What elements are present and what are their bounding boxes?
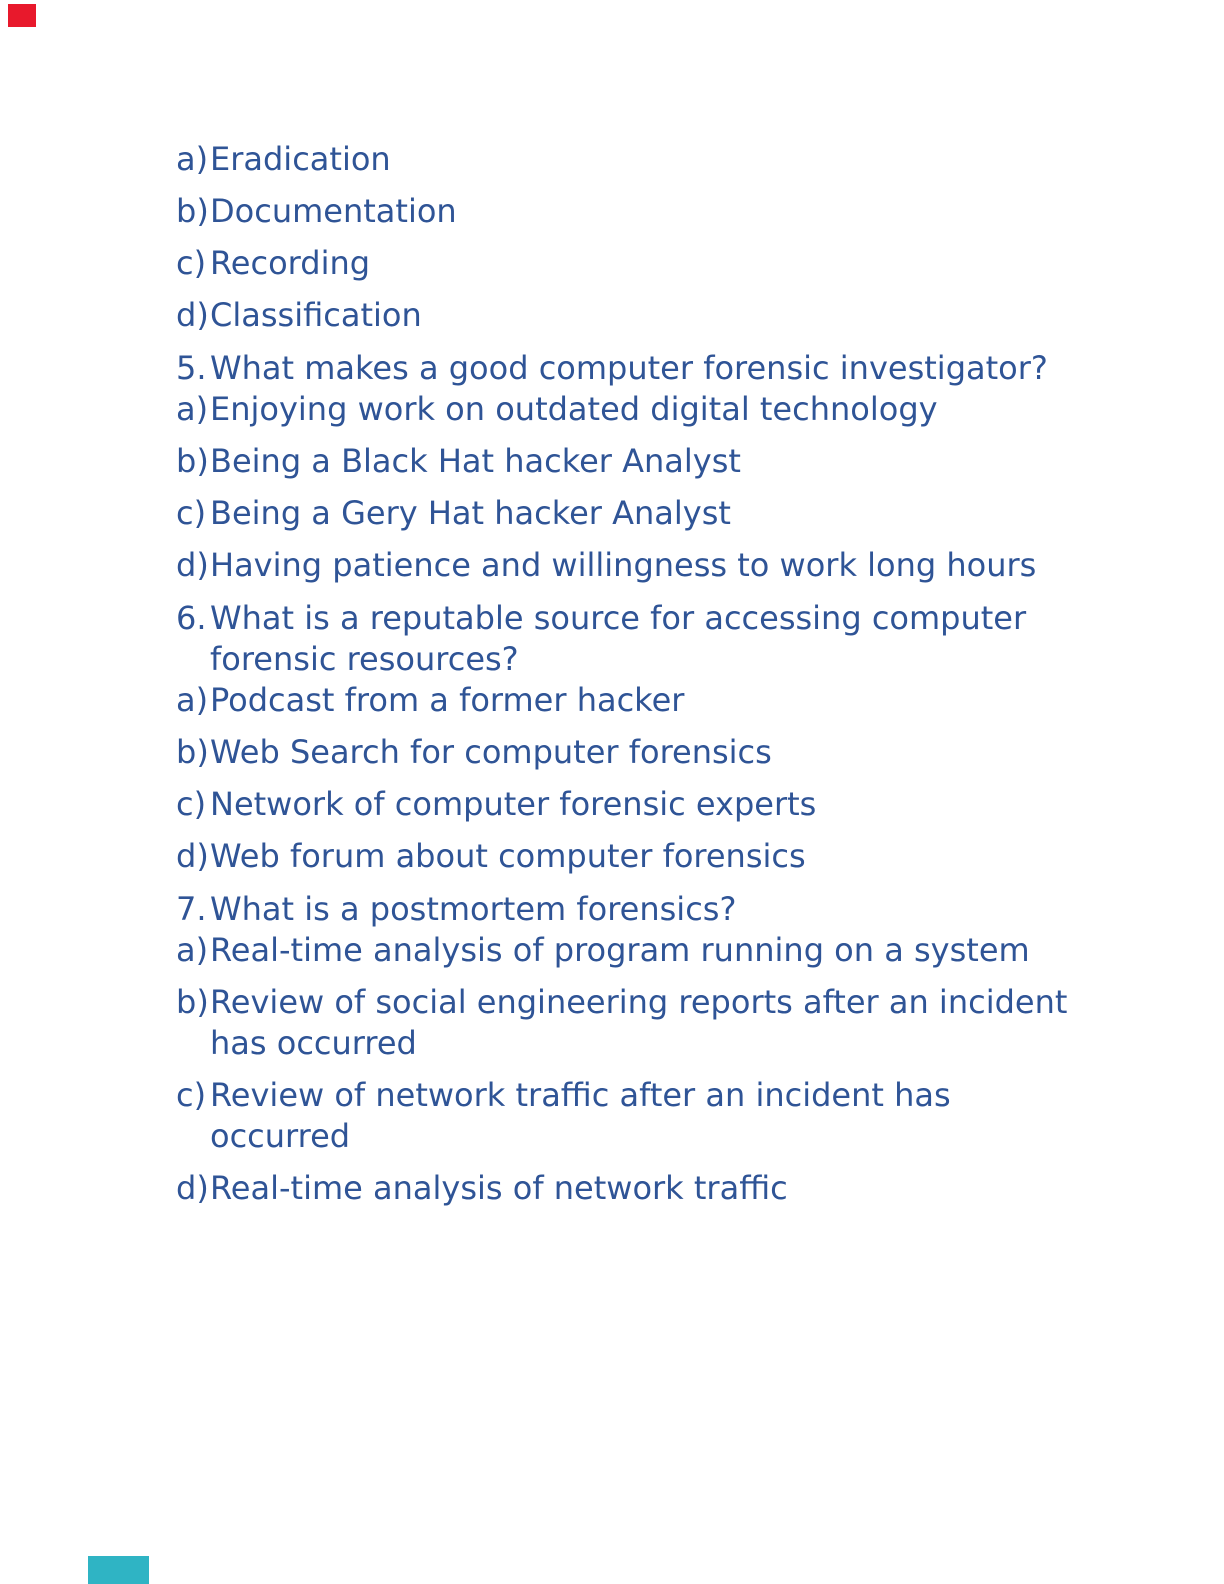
red-corner-mark	[8, 4, 36, 27]
option-text-line-2: occurred	[210, 1117, 351, 1155]
option-label: a)	[176, 140, 209, 178]
option-item	[176, 732, 1186, 773]
option-text: Real-time analysis of program running on a system	[210, 931, 1030, 969]
option-item	[176, 680, 1186, 721]
question-text: What makes a good computer forensic investigator?	[210, 349, 1048, 387]
option-label: b)	[176, 442, 209, 480]
question-number: 6.	[176, 599, 207, 637]
option-text-line-2: has occurred	[210, 1024, 417, 1062]
option-text: Documentation	[210, 192, 457, 230]
option-item	[176, 243, 1186, 284]
option-text: Recording	[210, 244, 371, 282]
option-label: a)	[176, 681, 209, 719]
teal-corner-mark	[88, 1556, 149, 1584]
option-label: c)	[176, 494, 207, 532]
option-text: Being a Black Hat hacker Analyst	[210, 442, 741, 480]
option-label: d)	[176, 1169, 209, 1207]
option-item	[176, 784, 1186, 825]
option-item	[176, 836, 1186, 877]
option-label: b)	[176, 983, 209, 1021]
option-text: Web Search for computer forensics	[210, 733, 772, 771]
question-number: 5.	[176, 349, 207, 387]
option-item	[176, 1075, 1186, 1157]
option-item	[176, 441, 1186, 482]
option-item	[176, 389, 1186, 430]
quiz-text-block	[176, 139, 1186, 1220]
option-text: Podcast from a former hacker	[210, 681, 685, 719]
option-item	[176, 191, 1186, 232]
option-item	[176, 545, 1186, 586]
option-label: c)	[176, 1076, 207, 1114]
question-text-line-2: forensic resources?	[210, 640, 519, 678]
option-text: Eradication	[210, 140, 391, 178]
option-text: Enjoying work on outdated digital technology	[210, 390, 938, 428]
option-item	[176, 295, 1186, 336]
question-text: What is a reputable source for accessing computer	[210, 599, 1027, 637]
option-text: Having patience and willingness to work long hours	[210, 546, 1037, 584]
option-text: Web forum about computer forensics	[210, 837, 806, 875]
question-item	[176, 598, 1186, 680]
question-item	[176, 348, 1186, 389]
option-label: d)	[176, 837, 209, 875]
option-label: b)	[176, 733, 209, 771]
option-label: c)	[176, 785, 207, 823]
option-item	[176, 930, 1186, 971]
option-label: d)	[176, 546, 209, 584]
option-text: Being a Gery Hat hacker Analyst	[210, 494, 731, 532]
option-text: Network of computer forensic experts	[210, 785, 817, 823]
option-label: d)	[176, 296, 209, 334]
question-text: What is a postmortem forensics?	[210, 890, 737, 928]
option-text: Real-time analysis of network traffic	[210, 1169, 788, 1207]
option-label: b)	[176, 192, 209, 230]
option-label: a)	[176, 931, 209, 969]
question-number: 7.	[176, 890, 207, 928]
option-item	[176, 139, 1186, 180]
option-item	[176, 493, 1186, 534]
option-text: Classification	[210, 296, 422, 334]
option-label: c)	[176, 244, 207, 282]
question-item	[176, 889, 1186, 930]
option-item	[176, 982, 1186, 1064]
option-item	[176, 1168, 1186, 1209]
option-text: Review of network traffic after an incident has	[210, 1076, 951, 1114]
option-text: Review of social engineering reports after an incident	[210, 983, 1068, 1021]
option-label: a)	[176, 390, 209, 428]
